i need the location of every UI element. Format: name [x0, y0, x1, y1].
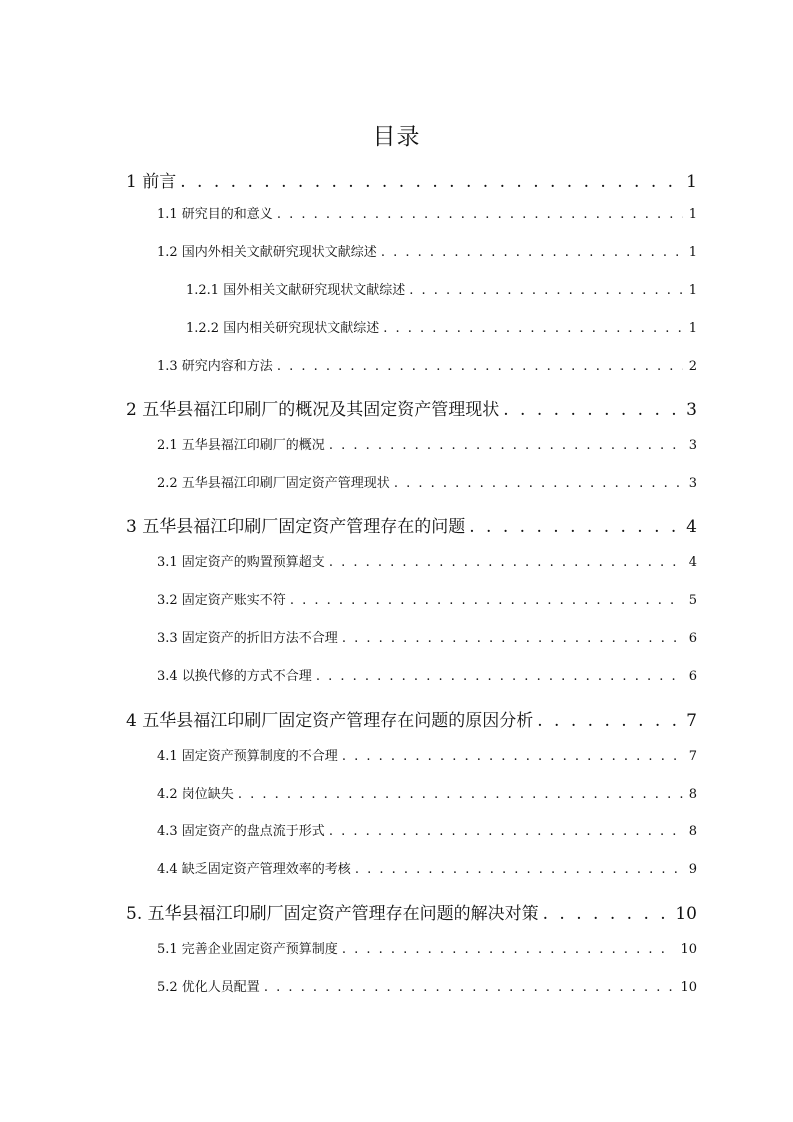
toc-entry-4-2[interactable]	[157, 785, 697, 805]
toc-entry-page: 1	[688, 283, 697, 298]
toc-entry-label: 1.2.2 国内相关研究现状文献综述	[186, 321, 380, 336]
toc-entry-1[interactable]	[126, 170, 697, 194]
toc-entry-3-3[interactable]	[157, 629, 697, 649]
dot-leader	[383, 319, 683, 339]
toc-entry-page: 8	[688, 824, 697, 839]
dot-leader	[180, 170, 680, 194]
toc-entry-label: 4.4 缺乏固定资产管理效率的考核	[157, 862, 351, 877]
toc-entry-3[interactable]	[126, 515, 697, 539]
toc-entry-2-2[interactable]	[157, 474, 697, 494]
toc-entry-label: 4 五华县福江印刷厂固定资产管理存在问题的原因分析	[126, 711, 534, 731]
toc-entry-page: 5	[688, 593, 697, 608]
toc-entry-label: 5.1 完善企业固定资产预算制度	[157, 942, 338, 957]
toc-entry-page: 4	[686, 517, 697, 537]
toc-entry-page: 10	[680, 942, 697, 957]
dot-leader	[409, 281, 683, 301]
toc-entry-label: 3.1 固定资产的购置预算超支	[157, 555, 325, 570]
toc-entry-page: 10	[675, 904, 697, 924]
toc-entry-label: 1.2 国内外相关文献研究现状文献综述	[157, 245, 377, 260]
toc-entry-label: 4.1 固定资产预算制度的不合理	[157, 749, 338, 764]
toc-entry-page: 3	[688, 476, 697, 491]
toc-entry-label: 4.3 固定资产的盘点流于形式	[157, 824, 325, 839]
toc-entry-label: 3 五华县福江印刷厂固定资产管理存在的问题	[126, 517, 466, 537]
dot-leader	[238, 785, 683, 805]
toc-entry-page: 3	[688, 438, 697, 453]
dot-leader	[537, 709, 680, 733]
toc-entry-label: 2.2 五华县福江印刷厂固定资产管理现状	[157, 476, 390, 491]
toc-entry-label: 3.4 以换代修的方式不合理	[157, 669, 312, 684]
toc-entry-5-2[interactable]	[157, 978, 697, 998]
toc-entry-label: 5.2 优化人员配置	[157, 980, 260, 995]
toc-entry-page: 2	[688, 359, 697, 374]
toc-entry-page: 3	[686, 400, 697, 420]
toc-entry-label: 3.3 固定资产的折旧方法不合理	[157, 631, 338, 646]
toc-entry-label: 5. 五华县福江印刷厂固定资产管理存在问题的解决对策	[126, 904, 539, 924]
dot-leader	[277, 205, 683, 225]
dot-leader	[264, 978, 675, 998]
toc-entry-4-4[interactable]	[157, 860, 697, 880]
toc-entry-page: 7	[686, 711, 697, 731]
toc-entry-label: 1.1 研究目的和意义	[157, 207, 273, 222]
toc-entry-label: 3.2 固定资产账实不符	[157, 593, 286, 608]
toc-entry-label: 1.2.1 国外相关文献研究现状文献综述	[186, 283, 406, 298]
toc-entry-page: 1	[688, 321, 697, 336]
dot-leader	[503, 398, 680, 422]
toc-entry-label: 1.3 研究内容和方法	[157, 359, 273, 374]
toc-entry-label: 1 前言	[126, 172, 177, 192]
toc-entry-page: 1	[688, 207, 697, 222]
dot-leader	[290, 591, 683, 611]
toc-entry-page: 1	[688, 245, 697, 260]
dot-leader	[543, 902, 670, 926]
toc-entry-page: 10	[680, 980, 697, 995]
dot-leader	[342, 747, 683, 767]
page-title: 目录	[372, 124, 421, 150]
dot-leader	[381, 243, 683, 263]
toc-entry-page: 9	[688, 862, 697, 877]
toc-entry-3-4[interactable]	[157, 667, 697, 687]
dot-leader	[329, 436, 683, 456]
toc-entry-5-1[interactable]	[157, 940, 697, 960]
dot-leader	[329, 553, 683, 573]
dot-leader	[342, 629, 683, 649]
dot-leader	[469, 515, 680, 539]
toc-entry-5[interactable]	[126, 902, 697, 926]
toc-entry-2[interactable]	[126, 398, 697, 422]
dot-leader	[329, 822, 683, 842]
toc-entry-2-1[interactable]	[157, 436, 697, 456]
toc-entry-1-2-2[interactable]	[186, 319, 697, 339]
toc-entry-1-2[interactable]	[157, 243, 697, 263]
dot-leader	[355, 860, 683, 880]
toc-entry-label: 4.2 岗位缺失	[157, 787, 234, 802]
toc-entry-1-1[interactable]	[157, 205, 697, 225]
toc-entry-3-2[interactable]	[157, 591, 697, 611]
dot-leader	[277, 357, 683, 377]
toc-entry-label: 2 五华县福江印刷厂的概况及其固定资产管理现状	[126, 400, 500, 420]
toc-entry-4-1[interactable]	[157, 747, 697, 767]
toc-entry-page: 6	[688, 669, 697, 684]
toc-entry-1-3[interactable]	[157, 357, 697, 377]
toc-entry-page: 4	[688, 555, 697, 570]
toc-entry-3-1[interactable]	[157, 553, 697, 573]
toc-entry-1-2-1[interactable]	[186, 281, 697, 301]
toc-entry-page: 6	[688, 631, 697, 646]
toc-entry-4-3[interactable]	[157, 822, 697, 842]
toc-entry-page: 1	[686, 172, 697, 192]
toc-entry-page: 7	[688, 749, 697, 764]
toc-entry-4[interactable]	[126, 709, 697, 733]
dot-leader	[316, 667, 683, 687]
toc-entry-label: 2.1 五华县福江印刷厂的概况	[157, 438, 325, 453]
toc-entry-page: 8	[688, 787, 697, 802]
dot-leader	[342, 940, 675, 960]
dot-leader	[394, 474, 683, 494]
